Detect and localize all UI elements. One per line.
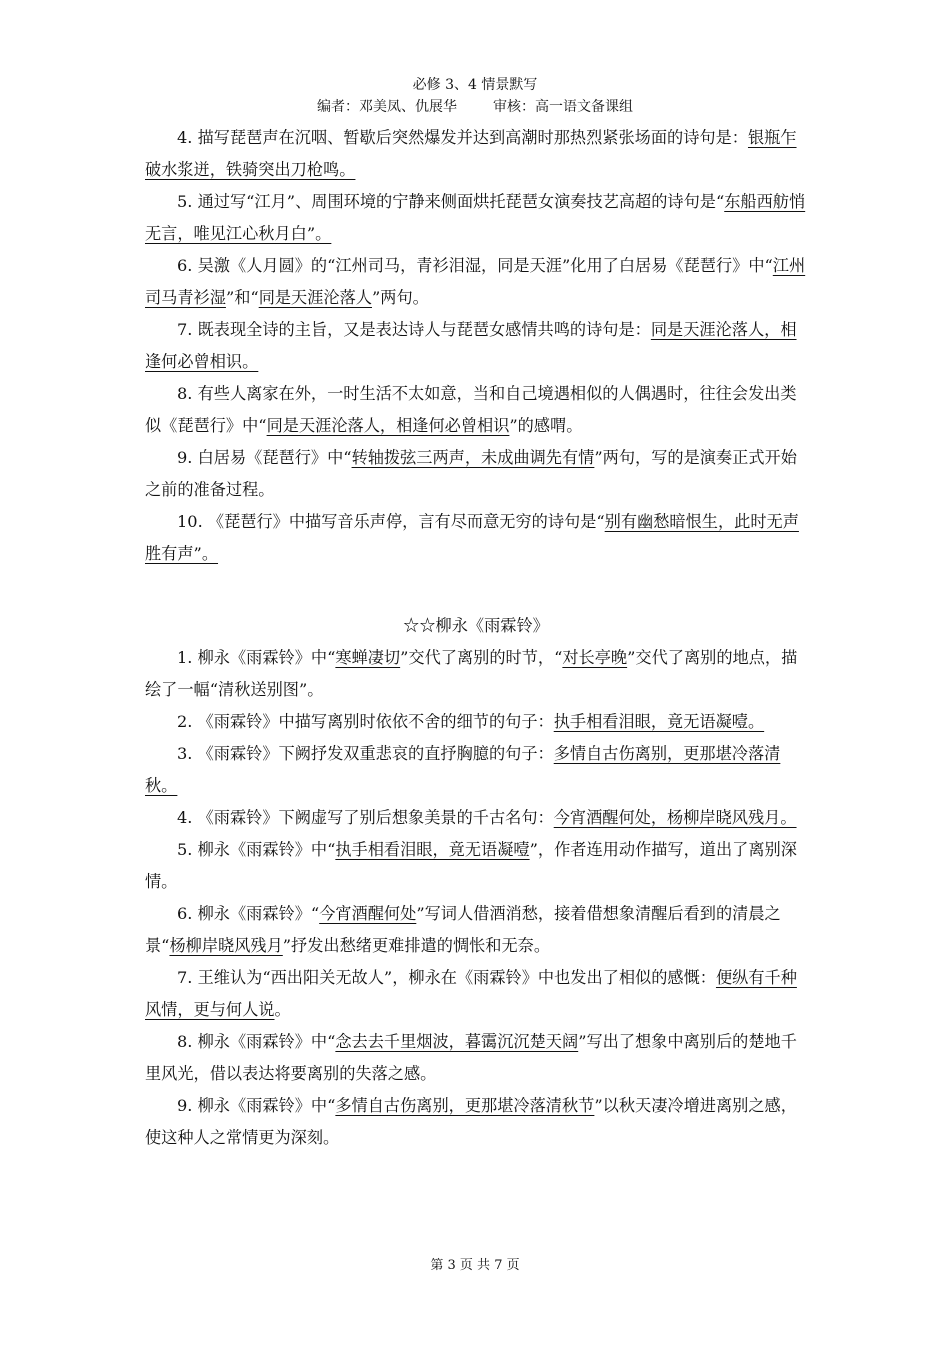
question-item: 2. 《雨霖铃》中描写离别时依依不舍的细节的句子：执手相看泪眼，竟无语凝噎。 xyxy=(177,712,765,731)
pipa-section xyxy=(145,122,807,570)
document-title: 必修 3、4 情景默写 xyxy=(412,77,538,93)
yulin-section xyxy=(145,610,807,1154)
question-item: 4. 《雨霖铃》下阙虚写了别后想象美景的千古名句：今宵酒醒何处，杨柳岸晓风残月。 xyxy=(177,808,797,827)
question-item: 5. 通过写“江月”、周围环境的宁静来侧面烘托琵琶女演奏技艺高超的诗句是“东船西舫悄无言，唯见江心秋月白”。 xyxy=(145,192,806,243)
answer: 同是天涯沦落人 xyxy=(258,288,372,307)
answer: 银瓶乍破水浆迸，铁骑突出刀枪鸣。 xyxy=(145,128,797,179)
document-credits xyxy=(0,96,950,116)
question-item: 4. 描写琵琶声在沉咽、暂歇后突然爆发并达到高潮时那热烈紧张场面的诗句是：银瓶乍破水浆迸，铁骑突出刀枪鸣。 xyxy=(145,128,797,179)
question-item: 6. 吴激《人月圆》的“江州司马，青衫泪湿，同是天涯”化用了白居易《琵琶行》中“江州司马青衫湿”和“同是天涯沦落人”两句。 xyxy=(145,256,806,307)
question-item: 7. 王维认为“西出阳关无故人”，柳永在《雨霖铃》中也发出了相似的感慨：便纵有千种风情，更与何人说。 xyxy=(145,968,797,1019)
answer: 念去去千里烟波，暮霭沉沉楚天阔 xyxy=(335,1032,579,1051)
question-item: 1. 柳永《雨霖铃》中“寒蝉凄切”交代了离别的时节，“对长亭晚”交代了离别的地点，描绘了一幅“清秋送别图”。 xyxy=(145,648,798,699)
answer: 杨柳岸晓风残月 xyxy=(169,936,283,955)
answer: 执手相看泪眼，竟无语凝噎 xyxy=(335,840,530,859)
answer: 今宵酒醒何处，杨柳岸晓风残月。 xyxy=(553,808,797,827)
question-item: 9. 柳永《雨霖铃》中“多情自古伤离别，更那堪冷落清秋节”以秋天凄冷增进离别之感，使这种人之常情更为深刻。 xyxy=(145,1096,797,1147)
question-item: 3. 《雨霖铃》下阙抒发双重悲哀的直抒胸臆的句子：多情自古伤离别，更那堪冷落清秋。 xyxy=(145,744,781,795)
page-number: 第 3 页 共 7 页 xyxy=(430,1258,520,1273)
answer: 对长亭晚 xyxy=(562,648,628,667)
document-body xyxy=(145,122,807,1154)
answer: 便纵有千种风情，更与何人说 xyxy=(145,968,797,1019)
answer: 别有幽愁暗恨生，此时无声胜有声”。 xyxy=(145,512,799,563)
answer: 江州司马青衫湿 xyxy=(145,256,806,307)
answer: 执手相看泪眼，竟无语凝噎。 xyxy=(553,712,765,731)
question-item: 10. 《琵琶行》中描写音乐声停，言有尽而意无穷的诗句是“别有幽愁暗恨生，此时无声胜有声”。 xyxy=(145,512,799,563)
answer: 东船西舫悄无言，唯见江心秋月白”。 xyxy=(145,192,806,243)
answer: 同是天涯沦落人，相逢何必曾相识 xyxy=(266,416,510,435)
answer: 同是天涯沦落人，相逢何必曾相识。 xyxy=(145,320,797,371)
question-item: 7. 既表现全诗的主旨，又是表达诗人与琵琶女感情共鸣的诗句是：同是天涯沦落人，相逢何必曾相识。 xyxy=(145,320,797,371)
section-title: ☆☆柳永《雨霖铃》 xyxy=(403,616,549,635)
answer: 多情自古伤离别，更那堪冷落清秋。 xyxy=(145,744,781,795)
question-item: 5. 柳永《雨霖铃》中“执手相看泪眼，竟无语凝噎”，作者连用动作描写，道出了离别深情。 xyxy=(145,840,797,891)
question-item: 8. 柳永《雨霖铃》中“念去去千里烟波，暮霭沉沉楚天阔”写出了想象中离别后的楚地千里风光，借以表达将要离别的失落之感。 xyxy=(145,1032,797,1083)
question-item: 9. 白居易《琵琶行》中“转轴拨弦三两声，未成曲调先有情”两句，写的是演奏正式开始之前的准备过程。 xyxy=(145,448,797,499)
reviewer-label: 审核：高一语文备课组 xyxy=(493,99,633,115)
question-item: 6. 柳永《雨霖铃》“今宵酒醒何处”写词人借酒消愁，接着借想象清醒后看到的清晨之景“杨柳岸晓风残月”抒发出愁绪更难排遣的惆怅和无奈。 xyxy=(145,904,781,955)
answer: 今宵酒醒何处 xyxy=(319,904,417,923)
answer: 转轴拨弦三两声，未成曲调先有情 xyxy=(351,448,595,467)
answer: 寒蝉凄切 xyxy=(335,648,401,667)
editors-label: 编者：邓美凤、仇展华 xyxy=(317,99,457,115)
question-item: 8. 有些人离家在外，一时生活不太如意，当和自己境遇相似的人偶遇时，往往会发出类似《琵琶行》中“同是天涯沦落人，相逢何必曾相识”的感喟。 xyxy=(145,384,797,435)
answer: 多情自古伤离别，更那堪冷落清秋节 xyxy=(335,1096,595,1115)
